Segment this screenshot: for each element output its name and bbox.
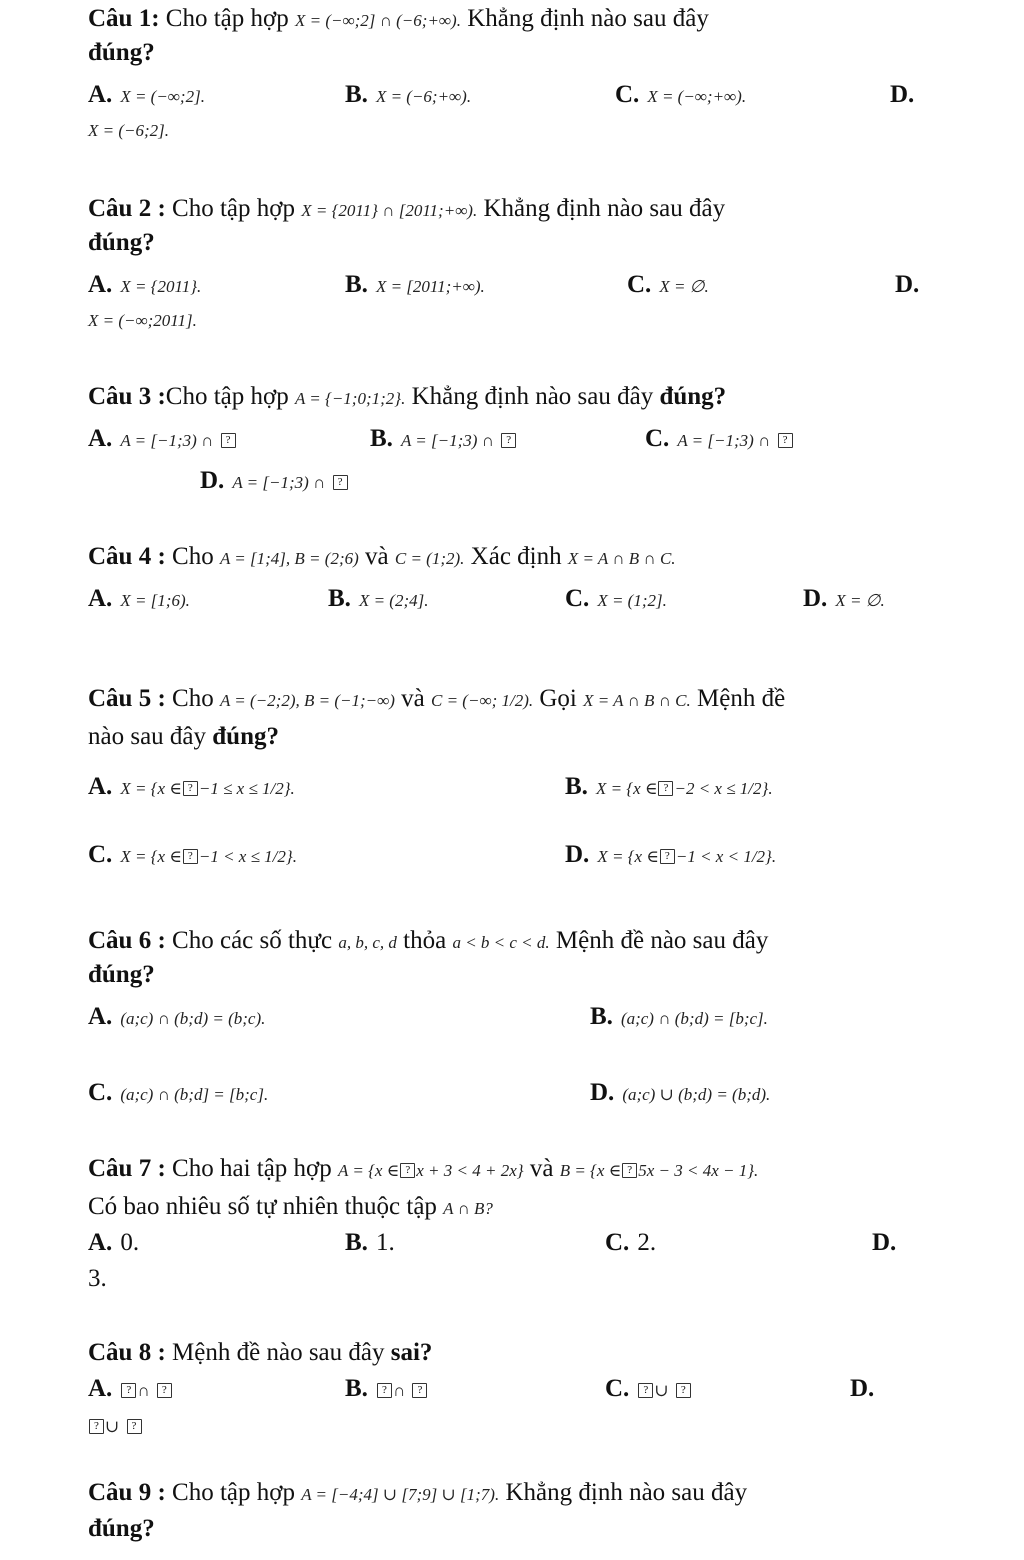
q1-option-c[interactable]: C. X = (−∞;+∞). [615, 81, 747, 108]
q1-title: Câu 1: [88, 5, 160, 32]
q1-line1 [88, 4, 709, 36]
unknown-symbol-icon: ? [501, 433, 516, 448]
unknown-symbol-icon: ? [157, 1383, 172, 1398]
q3-option-c[interactable]: C. A = [−1;3) ∩ ? [645, 424, 794, 456]
unknown-symbol-icon: ? [778, 433, 793, 448]
q1-text1: Cho tập hợp [165, 5, 289, 32]
q2-option-c[interactable]: C. X = ∅. [627, 271, 709, 298]
q4-option-b[interactable]: B. X = (2;4]. [328, 585, 429, 612]
q3-option-b[interactable]: B. A = [−1;3) ∩ ? [370, 424, 517, 456]
q1-option-a[interactable]: A. X = (−∞;2]. [88, 81, 205, 108]
q7-option-b[interactable]: B. 1. [345, 1229, 395, 1256]
unknown-symbol-icon: ? [638, 1383, 653, 1398]
q9-text3: đúng? [88, 1515, 155, 1542]
unknown-symbol-icon: ? [183, 849, 198, 864]
q7-option-d-value: 3. [88, 1265, 107, 1292]
q5-option-c[interactable]: C. X = {x ∈ ? −1 < x ≤ 1/2}. [88, 841, 297, 868]
q7-option-c[interactable]: C. 2. [605, 1229, 657, 1256]
q2-option-a[interactable]: A. X = {2011}. [88, 271, 202, 298]
q2-option-b[interactable]: B. X = [2011;+∞). [345, 271, 485, 298]
q7-option-a[interactable]: A. 0. [88, 1229, 140, 1256]
q1-option-d-value: X = (−6;2]. [88, 121, 170, 140]
q4-line1: Câu 4 : Cho A = [1;4], B = (2;6) và C = (1;2). Xác định X = A ∩ B ∩ C. [88, 543, 676, 570]
q6-option-c[interactable]: C. (a;c) ∩ (b;d] = [b;c]. [88, 1079, 269, 1106]
q8-option-d-value: ? ∪ ? [88, 1410, 143, 1442]
q6-option-b[interactable]: B. (a;c) ∩ (b;d) = [b;c]. [590, 1003, 768, 1030]
q1-option-d[interactable]: D. [890, 81, 915, 108]
q2-text3: đúng? [88, 229, 155, 256]
q6-option-d[interactable]: D. (a;c) ∪ (b;d) = (b;d). [590, 1079, 771, 1106]
q5-option-d[interactable]: D. X = {x ∈ ? −1 < x < 1/2}. [565, 841, 777, 868]
q3-option-a[interactable]: A. A = [−1;3) ∩ ? [88, 424, 237, 456]
unknown-symbol-icon: ? [676, 1383, 691, 1398]
q8-line1: Câu 8 : Mệnh đề nào sau đây sai? [88, 1339, 433, 1366]
unknown-symbol-icon: ? [400, 1163, 415, 1178]
q2-line1: Câu 2 : Cho tập hợp X = {2011} ∩ [2011;+∞). Khẳng định nào sau đây [88, 195, 726, 222]
q1-text3: đúng? [88, 39, 155, 66]
unknown-symbol-icon: ? [89, 1419, 104, 1434]
unknown-symbol-icon: ? [127, 1419, 142, 1434]
q1-text2: Khẳng định nào sau đây [467, 5, 709, 32]
q4-option-a[interactable]: A. X = [1;6). [88, 585, 190, 612]
q2-option-d-value: X = (−∞;2011]. [88, 311, 197, 330]
q8-option-c[interactable]: C. ? ∪ ? [605, 1374, 692, 1406]
unknown-symbol-icon: ? [658, 781, 673, 796]
q6-text4: đúng? [88, 961, 155, 988]
unknown-symbol-icon: ? [183, 781, 198, 796]
unknown-symbol-icon: ? [377, 1383, 392, 1398]
q6-option-a[interactable]: A. (a;c) ∩ (b;d) = (b;c). [88, 1003, 266, 1030]
q7-line2: Có bao nhiêu số tự nhiên thuộc tập A ∩ B? [88, 1193, 493, 1220]
q5-line2: nào sau đây đúng? [88, 723, 279, 750]
q4-option-d[interactable]: D. X = ∅. [803, 585, 885, 612]
q7-option-d[interactable]: D. [872, 1229, 897, 1256]
q5-option-b[interactable]: B. X = {x ∈ ? −2 < x ≤ 1/2}. [565, 773, 773, 800]
q3-option-d[interactable]: D. A = [−1;3) ∩ ? [200, 466, 349, 498]
unknown-symbol-icon: ? [622, 1163, 637, 1178]
q8-option-d[interactable]: D. [850, 1375, 875, 1402]
q4-option-c[interactable]: C. X = (1;2]. [565, 585, 667, 612]
q2-option-d[interactable]: D. [895, 271, 920, 298]
q1-formula: X = (−∞;2] ∩ (−6;+∞). [294, 11, 461, 30]
unknown-symbol-icon: ? [221, 433, 236, 448]
q9-line1: Câu 9 : Cho tập hợp A = [−4;4] ∪ [7;9] ∪ [1;7). Khẳng định nào sau đây [88, 1479, 748, 1506]
q8-option-a[interactable]: A. ? ∩ ? [88, 1374, 173, 1406]
q8-option-b[interactable]: B. ? ∩ ? [345, 1374, 428, 1406]
unknown-symbol-icon: ? [412, 1383, 427, 1398]
q7-line1: Câu 7 : Cho hai tập hợp A = {x ∈ ? x + 3 < 4 + 2x} và B = {x ∈ ? 5x − 3 < 4x − 1}. [88, 1155, 759, 1182]
unknown-symbol-icon: ? [121, 1383, 136, 1398]
q3-line1: Câu 3 :Cho tập hợp A = {−1;0;1;2}. Khẳng định nào sau đây đúng? [88, 383, 727, 410]
q6-line1: Câu 6 : Cho các số thực a, b, c, d thỏa a < b < c < d. Mệnh đề nào sau đây [88, 927, 769, 954]
unknown-symbol-icon: ? [660, 849, 675, 864]
q1-option-b[interactable]: B. X = (−6;+∞). [345, 81, 472, 108]
unknown-symbol-icon: ? [333, 475, 348, 490]
q5-option-a[interactable]: A. X = {x ∈ ? −1 ≤ x ≤ 1/2}. [88, 773, 295, 800]
q5-line1: Câu 5 : Cho A = (−2;2), B = (−1;−∞) và C = (−∞; 1/2). Gọi X = A ∩ B ∩ C. Mệnh đề [88, 685, 786, 712]
